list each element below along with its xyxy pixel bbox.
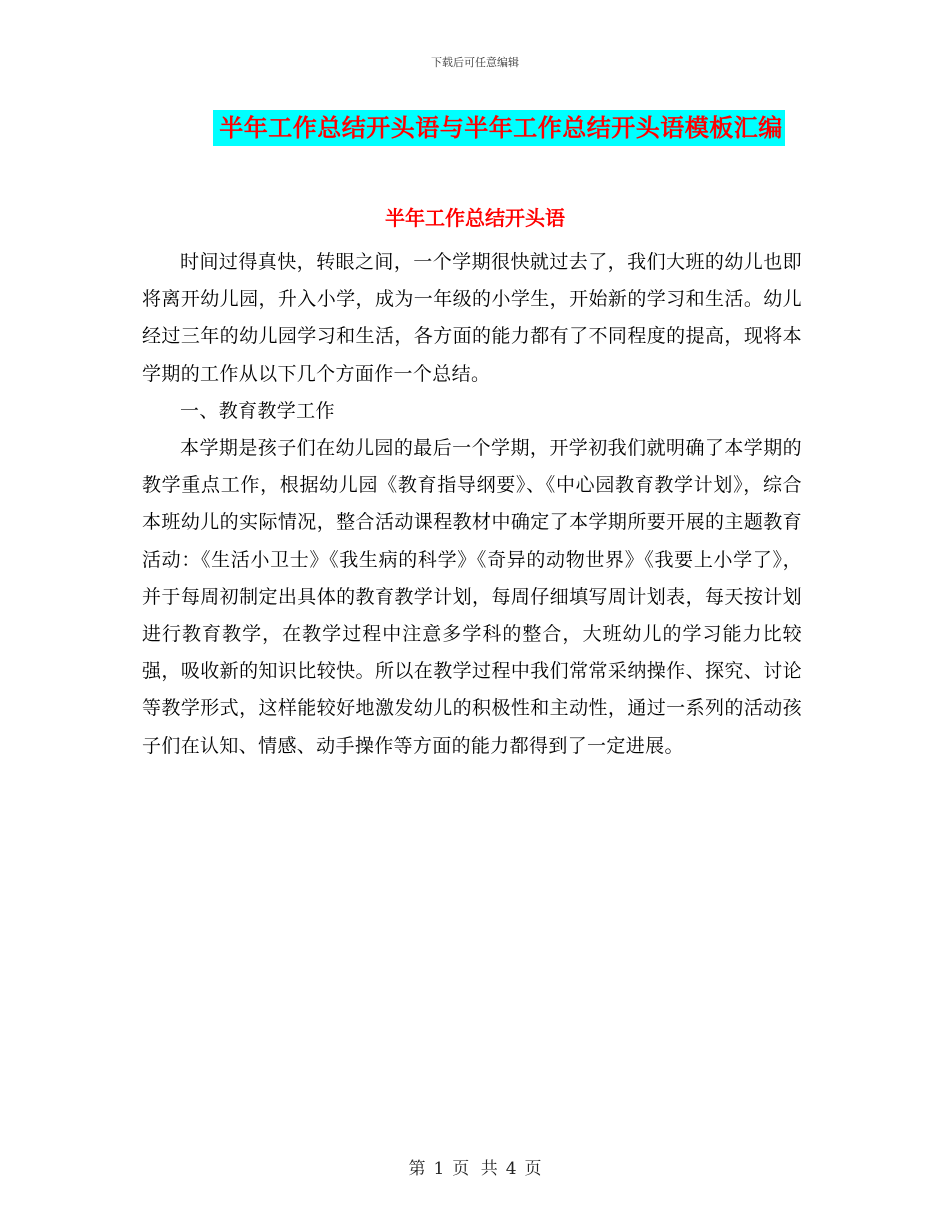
section-title: 半年工作总结开头语 (385, 206, 565, 230)
body-paragraph-intro: 时间过得真快，转眼之间，一个学期很快就过去了，我们大班的幼儿也即将离开幼儿园，升入小学，成为一年级的小学生，开始新的学习和生活。幼儿经过三年的幼儿园学习和生活，各方面的能力都有了不同程度的提高，现将本学期的工作从以下几个方面作一个总结。 (142, 251, 802, 385)
footer-page-middle: 页 共 (452, 1159, 498, 1179)
page-footer (0, 1154, 950, 1179)
footer-page-number: 1 (433, 1159, 445, 1179)
document-body (142, 244, 802, 765)
footer-page-suffix: 页 (524, 1159, 542, 1179)
header-note: 下载后可任意编辑 (431, 56, 519, 69)
document-title-container (0, 110, 950, 146)
body-paragraph-education: 本学期是孩子们在幼儿园的最后一个学期，开学初我们就明确了本学期的教学重点工作，根据幼儿园《教育指导纲要》、《中心园教育教学计划》，综合本班幼儿的实际情况，整合活动课程教材中确定了本学期所要开展的主题教育活动：《生活小卫士》《我生病的科学》《奇异的动物世界》《我要上小学了》，并于每周初制定出具体的教育教学计划，每周仔细填写周计划表，每天按计划进行教育教学，在教学过程中注意多学科的整合，大班幼儿的学习能力比较强，吸收新的知识比较快。所以在教学过程中我们常常采纳操作、探究、讨论等教学形式，这样能较好地激发幼儿的积极性和主动性，通过一系列的活动孩子们在认知、情感、动手操作等方面的能力都得到了一定进展。 (142, 437, 802, 757)
footer-page-prefix: 第 (408, 1159, 426, 1179)
document-title: 半年工作总结开头语与半年工作总结开头语模板汇编 (213, 110, 785, 146)
body-heading-education: 一、教育教学工作 (180, 399, 335, 422)
footer-page-total: 4 (505, 1159, 517, 1179)
